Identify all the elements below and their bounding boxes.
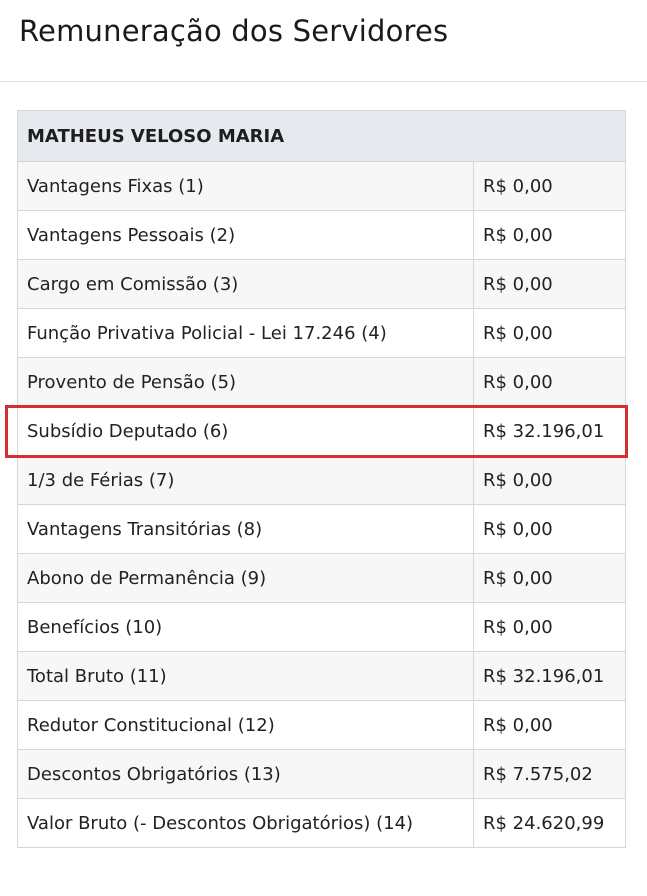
row-value: R$ 0,00 [474,701,626,750]
table-row-highlighted [18,407,626,456]
page-header [0,0,647,82]
row-label: Benefícios (10) [18,603,474,652]
row-value: R$ 24.620,99 [474,799,626,848]
row-label: Vantagens Pessoais (2) [18,211,474,260]
row-label: Total Bruto (11) [18,652,474,701]
table-row [18,750,626,799]
row-value: R$ 0,00 [474,309,626,358]
employee-name: MATHEUS VELOSO MARIA [18,111,626,162]
table-row [18,799,626,848]
row-label: Abono de Permanência (9) [18,554,474,603]
page-title: Remuneração dos Servidores [19,14,449,48]
row-label: Cargo em Comissão (3) [18,260,474,309]
row-value: R$ 0,00 [474,260,626,309]
row-value: R$ 0,00 [474,211,626,260]
table-row [18,309,626,358]
table-row [18,603,626,652]
row-label: Descontos Obrigatórios (13) [18,750,474,799]
row-value: R$ 0,00 [474,505,626,554]
table-row [18,211,626,260]
row-label: Valor Bruto (- Descontos Obrigatórios) (14) [18,799,474,848]
row-value: R$ 7.575,02 [474,750,626,799]
row-label: Redutor Constitucional (12) [18,701,474,750]
table-row [18,701,626,750]
row-value: R$ 0,00 [474,603,626,652]
row-value: R$ 0,00 [474,554,626,603]
table-row [18,260,626,309]
table-row [18,505,626,554]
row-label: Vantagens Transitórias (8) [18,505,474,554]
table-row [18,358,626,407]
table-row [18,162,626,211]
remuneration-table-container [17,110,625,848]
table-row [18,652,626,701]
remuneration-table [17,110,626,848]
row-value: R$ 32.196,01 [474,407,626,456]
row-label: Função Privativa Policial - Lei 17.246 (4) [18,309,474,358]
row-value: R$ 0,00 [474,358,626,407]
row-label: Provento de Pensão (5) [18,358,474,407]
row-value: R$ 0,00 [474,162,626,211]
row-value: R$ 0,00 [474,456,626,505]
row-value: R$ 32.196,01 [474,652,626,701]
row-label: 1/3 de Férias (7) [18,456,474,505]
table-header-row [18,111,626,162]
row-label: Vantagens Fixas (1) [18,162,474,211]
table-row [18,554,626,603]
row-label: Subsídio Deputado (6) [18,407,474,456]
table-row [18,456,626,505]
